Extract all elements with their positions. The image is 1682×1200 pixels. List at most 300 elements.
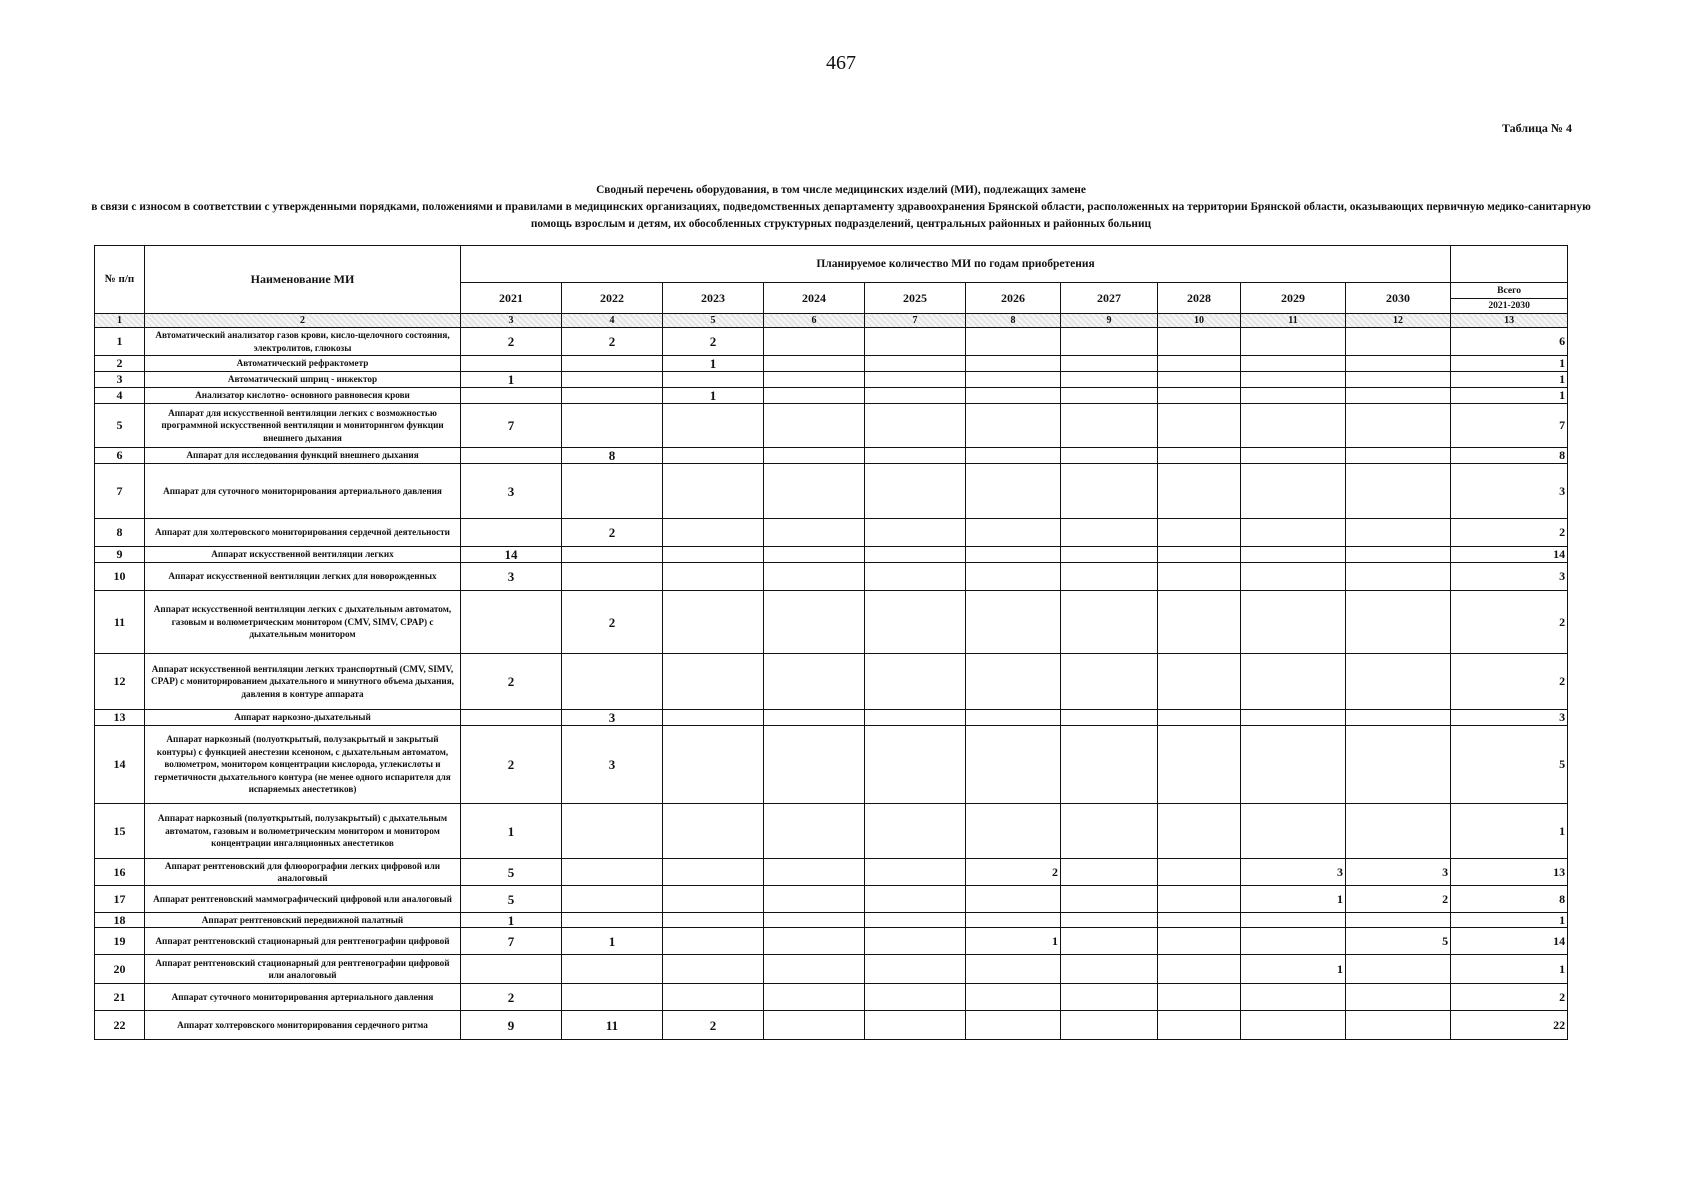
year-value-2027 xyxy=(1061,372,1158,388)
row-total: 14 xyxy=(1451,547,1568,563)
table-row xyxy=(95,710,1568,726)
year-value-2022 xyxy=(562,984,663,1011)
row-number: 3 xyxy=(95,372,145,388)
year-value-2024 xyxy=(764,804,865,859)
year-value-2026 xyxy=(966,372,1061,388)
year-value-2030 xyxy=(1346,328,1451,356)
table-row xyxy=(95,955,1568,984)
year-value-2030 xyxy=(1346,710,1451,726)
year-value-2029 xyxy=(1241,388,1346,404)
year-value-2025 xyxy=(865,356,966,372)
table-row xyxy=(95,654,1568,710)
year-value-2027 xyxy=(1061,356,1158,372)
year-value-2021: 3 xyxy=(461,464,562,519)
year-value-2026 xyxy=(966,913,1061,928)
column-number: 8 xyxy=(966,314,1061,328)
year-value-2024 xyxy=(764,464,865,519)
device-name: Аппарат рентгеновский стационарный для рентгенографии цифровой или аналоговый xyxy=(145,955,461,984)
year-value-2025 xyxy=(865,710,966,726)
column-number-row xyxy=(95,314,1568,328)
year-value-2023 xyxy=(663,726,764,804)
year-value-2030 xyxy=(1346,464,1451,519)
row-total: 3 xyxy=(1451,710,1568,726)
row-total: 2 xyxy=(1451,519,1568,547)
year-value-2024 xyxy=(764,388,865,404)
year-value-2021: 2 xyxy=(461,328,562,356)
table-row xyxy=(95,913,1568,928)
header-year: 2030 xyxy=(1346,283,1451,314)
header-year: 2025 xyxy=(865,283,966,314)
header-total-blank xyxy=(1451,246,1568,283)
year-value-2023 xyxy=(663,591,764,654)
row-number: 9 xyxy=(95,547,145,563)
year-value-2025 xyxy=(865,547,966,563)
year-value-2026 xyxy=(966,710,1061,726)
year-value-2026 xyxy=(966,464,1061,519)
row-total: 7 xyxy=(1451,404,1568,448)
year-value-2021: 5 xyxy=(461,886,562,913)
column-number: 1 xyxy=(95,314,145,328)
year-value-2025 xyxy=(865,448,966,464)
year-value-2025 xyxy=(865,859,966,886)
year-value-2023 xyxy=(663,859,764,886)
device-name: Автоматический шприц - инжектор xyxy=(145,372,461,388)
row-total: 2 xyxy=(1451,654,1568,710)
year-value-2021: 14 xyxy=(461,547,562,563)
year-value-2021 xyxy=(461,448,562,464)
year-value-2021 xyxy=(461,955,562,984)
year-value-2027 xyxy=(1061,804,1158,859)
device-name: Аппарат рентгеновский передвижной палатный xyxy=(145,913,461,928)
year-value-2027 xyxy=(1061,984,1158,1011)
table-body xyxy=(95,328,1568,1040)
year-value-2022 xyxy=(562,404,663,448)
row-number: 1 xyxy=(95,328,145,356)
year-value-2029 xyxy=(1241,464,1346,519)
year-value-2023 xyxy=(663,464,764,519)
device-name: Аппарат искусственной вентиляции легких транспортный (CMV, SIMV, CPAP) с мониторированием дыхательного и минутного объема дыхания, давления в контуре аппарата xyxy=(145,654,461,710)
year-value-2023 xyxy=(663,984,764,1011)
row-total: 13 xyxy=(1451,859,1568,886)
row-number: 12 xyxy=(95,654,145,710)
title-line-2: в связи с износом в соответствии с утвержденными порядками, положениями и правилами в медицинских организациях, подведомственных департаменту здравоохранения Брянской области, расположенных на территории Брянской области, оказывающих первичную медико-санитарную помощь взрослым и детям, их обособленных структурных подразделений, центральных районных и районных больниц xyxy=(91,201,1591,230)
year-value-2029 xyxy=(1241,563,1346,591)
year-value-2022 xyxy=(562,886,663,913)
year-value-2025 xyxy=(865,372,966,388)
header-name: Наименование МИ xyxy=(145,246,461,314)
year-value-2029: 1 xyxy=(1241,955,1346,984)
year-value-2027 xyxy=(1061,710,1158,726)
year-value-2029 xyxy=(1241,726,1346,804)
year-value-2026 xyxy=(966,448,1061,464)
year-value-2029 xyxy=(1241,710,1346,726)
year-value-2024 xyxy=(764,955,865,984)
column-number: 9 xyxy=(1061,314,1158,328)
row-total: 1 xyxy=(1451,356,1568,372)
year-value-2021: 2 xyxy=(461,984,562,1011)
year-value-2030 xyxy=(1346,804,1451,859)
year-value-2029 xyxy=(1241,804,1346,859)
row-number: 8 xyxy=(95,519,145,547)
device-name: Аппарат наркозный (полуоткрытый, полузакрытый и закрытый контуры) с функцией анестезии ксеноном, с дыхательным автоматом, волюметром, монитором концентрации кислорода, углекислоты и герметичности дыхательного контура (не менее одного испарителя для испаряемых анестетиков) xyxy=(145,726,461,804)
column-number: 5 xyxy=(663,314,764,328)
row-total: 6 xyxy=(1451,328,1568,356)
year-value-2022 xyxy=(562,913,663,928)
year-value-2027 xyxy=(1061,519,1158,547)
row-number: 6 xyxy=(95,448,145,464)
row-number: 16 xyxy=(95,859,145,886)
device-name: Аппарат для искусственной вентиляции легких с возможностью программной искусственной вентиляции и мониторингом функции внешнего дыхания xyxy=(145,404,461,448)
year-value-2026 xyxy=(966,388,1061,404)
header-year: 2022 xyxy=(562,283,663,314)
year-value-2022 xyxy=(562,388,663,404)
year-value-2027 xyxy=(1061,591,1158,654)
year-value-2030 xyxy=(1346,955,1451,984)
year-value-2027 xyxy=(1061,448,1158,464)
year-value-2023: 1 xyxy=(663,388,764,404)
year-value-2023 xyxy=(663,804,764,859)
header-total-bottom: 2021-2030 xyxy=(1488,300,1530,311)
device-name: Аппарат искусственной вентиляции легких для новорожденных xyxy=(145,563,461,591)
year-value-2022: 8 xyxy=(562,448,663,464)
year-value-2028 xyxy=(1158,464,1241,519)
year-value-2022: 3 xyxy=(562,710,663,726)
year-value-2021 xyxy=(461,388,562,404)
year-value-2024 xyxy=(764,448,865,464)
device-name: Аппарат искусственной вентиляции легких с дыхательным автоматом, газовым и волюметрическим монитором (CMV, SIMV, CPAP) с дыхательным монитором xyxy=(145,591,461,654)
year-value-2022: 3 xyxy=(562,726,663,804)
column-number: 7 xyxy=(865,314,966,328)
row-total: 3 xyxy=(1451,464,1568,519)
table-row xyxy=(95,519,1568,547)
year-value-2022 xyxy=(562,356,663,372)
year-value-2030 xyxy=(1346,448,1451,464)
year-value-2030: 5 xyxy=(1346,928,1451,955)
year-value-2022 xyxy=(562,859,663,886)
year-value-2027 xyxy=(1061,1011,1158,1040)
year-value-2024 xyxy=(764,984,865,1011)
year-value-2023 xyxy=(663,547,764,563)
year-value-2027 xyxy=(1061,955,1158,984)
year-value-2030 xyxy=(1346,1011,1451,1040)
year-value-2026: 2 xyxy=(966,859,1061,886)
header-year: 2029 xyxy=(1241,283,1346,314)
year-value-2022 xyxy=(562,464,663,519)
year-value-2024 xyxy=(764,913,865,928)
table-row xyxy=(95,563,1568,591)
column-number: 4 xyxy=(562,314,663,328)
header-year: 2021 xyxy=(461,283,562,314)
table-row xyxy=(95,591,1568,654)
equipment-table xyxy=(94,245,1568,1040)
row-total: 2 xyxy=(1451,984,1568,1011)
column-number: 2 xyxy=(145,314,461,328)
year-value-2027 xyxy=(1061,563,1158,591)
year-value-2023: 2 xyxy=(663,328,764,356)
year-value-2026 xyxy=(966,547,1061,563)
device-name: Аппарат искусственной вентиляции легких xyxy=(145,547,461,563)
year-value-2029 xyxy=(1241,547,1346,563)
row-number: 21 xyxy=(95,984,145,1011)
header-planned: Планируемое количество МИ по годам приобретения xyxy=(461,246,1451,283)
year-value-2028 xyxy=(1158,388,1241,404)
row-number: 4 xyxy=(95,388,145,404)
year-value-2029 xyxy=(1241,928,1346,955)
row-number: 7 xyxy=(95,464,145,519)
year-value-2021: 1 xyxy=(461,372,562,388)
year-value-2025 xyxy=(865,404,966,448)
year-value-2022 xyxy=(562,547,663,563)
year-value-2030: 3 xyxy=(1346,859,1451,886)
year-value-2028 xyxy=(1158,448,1241,464)
year-value-2029 xyxy=(1241,448,1346,464)
row-total: 1 xyxy=(1451,955,1568,984)
year-value-2022: 11 xyxy=(562,1011,663,1040)
year-value-2023 xyxy=(663,886,764,913)
year-value-2021: 3 xyxy=(461,563,562,591)
year-value-2025 xyxy=(865,563,966,591)
year-value-2027 xyxy=(1061,726,1158,804)
year-value-2024 xyxy=(764,886,865,913)
year-value-2023 xyxy=(663,654,764,710)
year-value-2028 xyxy=(1158,328,1241,356)
year-value-2030 xyxy=(1346,726,1451,804)
year-value-2025 xyxy=(865,955,966,984)
table-row xyxy=(95,372,1568,388)
row-total: 3 xyxy=(1451,563,1568,591)
table-row xyxy=(95,928,1568,955)
year-value-2029: 1 xyxy=(1241,886,1346,913)
year-value-2025 xyxy=(865,928,966,955)
year-value-2028 xyxy=(1158,519,1241,547)
year-value-2025 xyxy=(865,726,966,804)
year-value-2026: 1 xyxy=(966,928,1061,955)
year-value-2026 xyxy=(966,563,1061,591)
year-value-2029 xyxy=(1241,913,1346,928)
year-value-2028 xyxy=(1158,913,1241,928)
year-value-2024 xyxy=(764,563,865,591)
header-total-top: Всего xyxy=(1451,283,1567,299)
year-value-2028 xyxy=(1158,804,1241,859)
year-value-2021 xyxy=(461,710,562,726)
year-value-2027 xyxy=(1061,913,1158,928)
row-number: 10 xyxy=(95,563,145,591)
row-total: 1 xyxy=(1451,372,1568,388)
device-name: Аппарат суточного мониторирования артериального давления xyxy=(145,984,461,1011)
year-value-2023 xyxy=(663,913,764,928)
year-value-2028 xyxy=(1158,1011,1241,1040)
year-value-2027 xyxy=(1061,464,1158,519)
row-number: 13 xyxy=(95,710,145,726)
year-value-2023 xyxy=(663,404,764,448)
year-value-2023 xyxy=(663,710,764,726)
year-value-2029 xyxy=(1241,328,1346,356)
year-value-2024 xyxy=(764,328,865,356)
year-value-2021: 1 xyxy=(461,913,562,928)
year-value-2027 xyxy=(1061,328,1158,356)
year-value-2030 xyxy=(1346,547,1451,563)
year-value-2028 xyxy=(1158,356,1241,372)
year-value-2025 xyxy=(865,886,966,913)
year-value-2026 xyxy=(966,356,1061,372)
year-value-2028 xyxy=(1158,859,1241,886)
year-value-2029: 3 xyxy=(1241,859,1346,886)
year-value-2025 xyxy=(865,654,966,710)
year-value-2024 xyxy=(764,372,865,388)
year-value-2024 xyxy=(764,591,865,654)
year-value-2026 xyxy=(966,886,1061,913)
year-value-2030: 2 xyxy=(1346,886,1451,913)
year-value-2023 xyxy=(663,448,764,464)
year-value-2029 xyxy=(1241,654,1346,710)
year-value-2021: 1 xyxy=(461,804,562,859)
row-total: 1 xyxy=(1451,913,1568,928)
header-num: № п/п xyxy=(95,246,145,314)
row-total: 2 xyxy=(1451,591,1568,654)
year-value-2023: 1 xyxy=(663,356,764,372)
device-name: Аппарат наркозный (полуоткрытый, полузакрытый) с дыхательным автоматом, газовым и волюметрическим монитором и монитором концентрации ингаляционных анестетиков xyxy=(145,804,461,859)
year-value-2030 xyxy=(1346,519,1451,547)
year-value-2027 xyxy=(1061,928,1158,955)
year-value-2027 xyxy=(1061,404,1158,448)
table-row xyxy=(95,886,1568,913)
year-value-2029 xyxy=(1241,372,1346,388)
table-row xyxy=(95,984,1568,1011)
year-value-2028 xyxy=(1158,547,1241,563)
row-total: 22 xyxy=(1451,1011,1568,1040)
year-value-2024 xyxy=(764,356,865,372)
year-value-2027 xyxy=(1061,859,1158,886)
column-number: 10 xyxy=(1158,314,1241,328)
year-value-2021: 9 xyxy=(461,1011,562,1040)
year-value-2022 xyxy=(562,955,663,984)
year-value-2029 xyxy=(1241,1011,1346,1040)
year-value-2025 xyxy=(865,388,966,404)
row-number: 11 xyxy=(95,591,145,654)
year-value-2030 xyxy=(1346,654,1451,710)
year-value-2025 xyxy=(865,591,966,654)
row-number: 19 xyxy=(95,928,145,955)
row-number: 5 xyxy=(95,404,145,448)
year-value-2029 xyxy=(1241,404,1346,448)
year-value-2028 xyxy=(1158,928,1241,955)
row-total: 8 xyxy=(1451,886,1568,913)
row-number: 2 xyxy=(95,356,145,372)
year-value-2023 xyxy=(663,955,764,984)
device-name: Автоматический анализатор газов крови, кисло-щелочного состояния, электролитов, глюкозы xyxy=(145,328,461,356)
year-value-2028 xyxy=(1158,404,1241,448)
row-total: 1 xyxy=(1451,388,1568,404)
column-number: 13 xyxy=(1451,314,1568,328)
table-row xyxy=(95,388,1568,404)
year-value-2030 xyxy=(1346,984,1451,1011)
year-value-2028 xyxy=(1158,886,1241,913)
table-row xyxy=(95,547,1568,563)
row-number: 17 xyxy=(95,886,145,913)
year-value-2027 xyxy=(1061,654,1158,710)
device-name: Аппарат для суточного мониторирования артериального давления xyxy=(145,464,461,519)
header-year: 2026 xyxy=(966,283,1061,314)
column-number: 11 xyxy=(1241,314,1346,328)
year-value-2023 xyxy=(663,372,764,388)
year-value-2029 xyxy=(1241,591,1346,654)
year-value-2028 xyxy=(1158,591,1241,654)
year-value-2027 xyxy=(1061,547,1158,563)
year-value-2024 xyxy=(764,519,865,547)
year-value-2028 xyxy=(1158,654,1241,710)
year-value-2026 xyxy=(966,519,1061,547)
year-value-2021 xyxy=(461,591,562,654)
year-value-2023 xyxy=(663,928,764,955)
year-value-2022: 2 xyxy=(562,328,663,356)
year-value-2026 xyxy=(966,328,1061,356)
year-value-2025 xyxy=(865,519,966,547)
year-value-2030 xyxy=(1346,356,1451,372)
year-value-2021: 7 xyxy=(461,404,562,448)
page-number: 467 xyxy=(826,52,856,74)
row-total: 14 xyxy=(1451,928,1568,955)
year-value-2025 xyxy=(865,984,966,1011)
table-caption: Таблица № 4 xyxy=(1501,121,1572,135)
year-value-2022 xyxy=(562,563,663,591)
row-number: 15 xyxy=(95,804,145,859)
year-value-2022: 2 xyxy=(562,519,663,547)
year-value-2026 xyxy=(966,984,1061,1011)
header-year: 2027 xyxy=(1061,283,1158,314)
year-value-2021: 7 xyxy=(461,928,562,955)
year-value-2030 xyxy=(1346,388,1451,404)
column-number: 12 xyxy=(1346,314,1451,328)
year-value-2028 xyxy=(1158,984,1241,1011)
year-value-2025 xyxy=(865,328,966,356)
year-value-2030 xyxy=(1346,913,1451,928)
row-number: 18 xyxy=(95,913,145,928)
device-name: Аппарат рентгеновский стационарный для рентгенографии цифровой xyxy=(145,928,461,955)
year-value-2021: 2 xyxy=(461,726,562,804)
year-value-2030 xyxy=(1346,372,1451,388)
year-value-2026 xyxy=(966,654,1061,710)
year-value-2022 xyxy=(562,372,663,388)
year-value-2023 xyxy=(663,563,764,591)
year-value-2023 xyxy=(663,519,764,547)
year-value-2029 xyxy=(1241,356,1346,372)
year-value-2028 xyxy=(1158,710,1241,726)
year-value-2022 xyxy=(562,804,663,859)
year-value-2026 xyxy=(966,404,1061,448)
row-total: 5 xyxy=(1451,726,1568,804)
year-value-2025 xyxy=(865,804,966,859)
row-number: 22 xyxy=(95,1011,145,1040)
year-value-2027 xyxy=(1061,388,1158,404)
device-name: Аппарат для исследования функций внешнего дыхания xyxy=(145,448,461,464)
year-value-2026 xyxy=(966,804,1061,859)
device-name: Анализатор кислотно- основного равновесия крови xyxy=(145,388,461,404)
table-row xyxy=(95,464,1568,519)
device-name: Аппарат рентгеновский маммографический цифровой или аналоговый xyxy=(145,886,461,913)
row-total: 1 xyxy=(1451,804,1568,859)
header-year: 2023 xyxy=(663,283,764,314)
year-value-2024 xyxy=(764,726,865,804)
year-value-2023: 2 xyxy=(663,1011,764,1040)
year-value-2030 xyxy=(1346,563,1451,591)
year-value-2021: 2 xyxy=(461,654,562,710)
year-value-2024 xyxy=(764,1011,865,1040)
device-name: Аппарат наркозно-дыхательный xyxy=(145,710,461,726)
year-value-2027 xyxy=(1061,886,1158,913)
year-value-2028 xyxy=(1158,563,1241,591)
table-row xyxy=(95,404,1568,448)
year-value-2021: 5 xyxy=(461,859,562,886)
